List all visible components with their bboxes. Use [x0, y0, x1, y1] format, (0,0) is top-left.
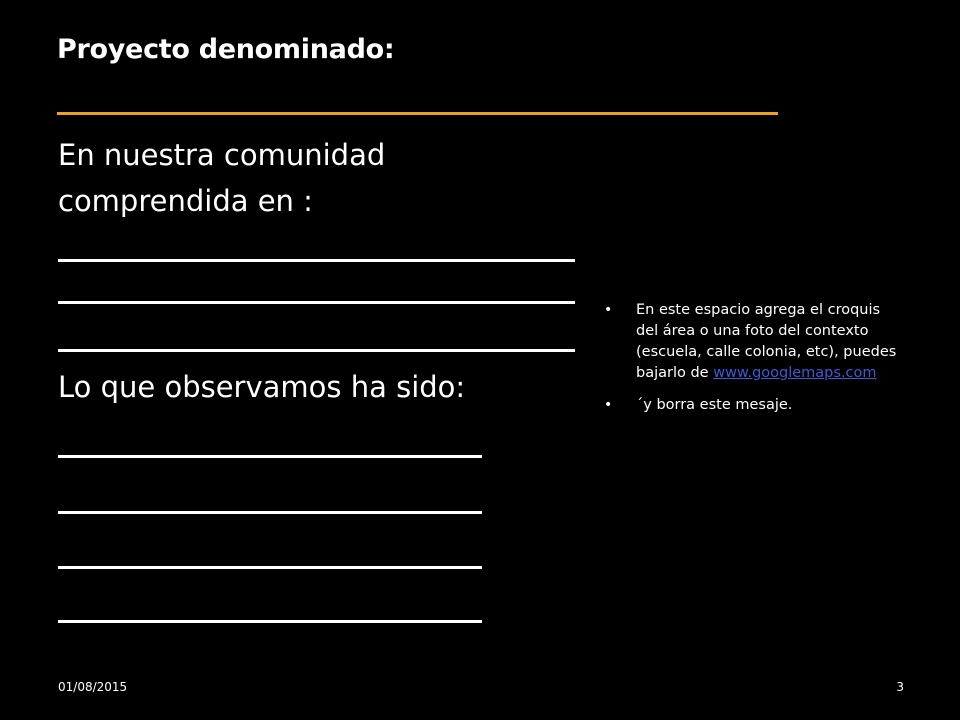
bullet-dot-icon: •	[604, 397, 613, 413]
observation-blank-line-1	[58, 455, 482, 458]
observation-blank-line-2	[58, 511, 482, 514]
location-blank-line-2	[58, 301, 575, 304]
bullet-dot-icon: •	[604, 302, 613, 318]
title-blank-line	[57, 112, 778, 115]
footer-date: 01/08/2015	[58, 680, 128, 694]
observation-blank-line-4	[58, 620, 482, 623]
observation-blank-line-3	[58, 566, 482, 569]
note-bullet-1-text: En este espacio agrega el croquis del área o una foto del contexto (escuela, calle colonia, etc), puedes bajarlo de	[636, 302, 897, 381]
location-blank-line-3	[58, 349, 575, 352]
footer-page-number: 3	[896, 680, 904, 694]
slide-title: Proyecto denominado:	[57, 34, 395, 65]
body-line-location: comprendida en :	[58, 184, 313, 218]
location-blank-line-1	[58, 259, 575, 262]
body-line-community: En nuestra comunidad	[58, 138, 386, 172]
note-bullet-1	[604, 300, 904, 384]
note-bullet-2	[604, 395, 904, 416]
note-bullet-2-text: ´y borra este mesaje.	[636, 397, 793, 413]
googlemaps-link[interactable]: www.googlemaps.com	[713, 365, 877, 381]
instruction-note	[604, 300, 904, 427]
body-line-observations: Lo que observamos ha sido:	[58, 370, 466, 404]
